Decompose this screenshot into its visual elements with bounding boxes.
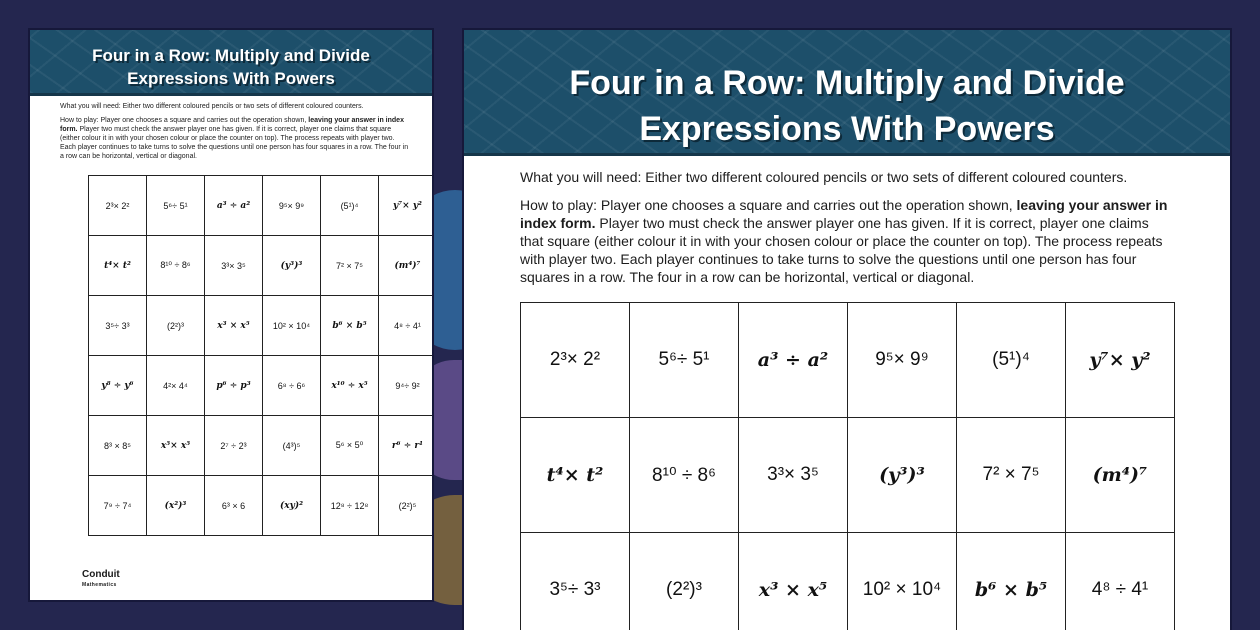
brand-sub: Mathematics [82, 582, 117, 588]
grid-cell[interactable]: r⁶ ÷ r¹ [379, 416, 434, 476]
grid-cell[interactable]: p⁶ ÷ p³ [205, 356, 263, 416]
grid-cell[interactable]: 8³ × 8⁵ [89, 416, 147, 476]
grid-cell[interactable]: (m⁴)⁷ [379, 236, 434, 296]
grid-cell[interactable]: 7⁹ ÷ 7⁴ [89, 476, 147, 536]
grid-cell[interactable]: 4⁸ ÷ 4¹ [1066, 533, 1175, 630]
grid-cell[interactable]: 4²× 4⁴ [147, 356, 205, 416]
grid-cell[interactable]: 5⁶ × 5⁰ [321, 416, 379, 476]
grid-cell[interactable]: (y³)³ [263, 236, 321, 296]
grid-cell[interactable]: x⁵× x⁵ [147, 416, 205, 476]
materials-text: What you will need: Either two different coloured pencils or two sets of different coloured counters. [520, 169, 1128, 185]
how-to-play-text [520, 196, 1174, 286]
how-to-play-bold: leaving your answer in index form. [520, 197, 1168, 231]
grid-cell[interactable]: 3³× 3⁵ [739, 418, 848, 533]
title-line-2: Expressions With Powers [127, 69, 335, 88]
grid-cell[interactable]: (4³)⁵ [263, 416, 321, 476]
title-line-1: Four in a Row: Multiply and Divide [569, 64, 1125, 102]
grid-cell[interactable]: (2²)³ [147, 296, 205, 356]
how-to-play-bold: leaving your answer in index form. [60, 117, 404, 133]
grid-cell[interactable]: 2³× 2² [521, 303, 630, 418]
grid-cell[interactable]: 3⁵÷ 3³ [89, 296, 147, 356]
grid-cell[interactable]: a³ ÷ a² [205, 176, 263, 236]
grid-cell[interactable]: 9⁵× 9⁹ [848, 303, 957, 418]
materials-text: What you will need: Either two different coloured pencils or two sets of different coloured counters. [60, 103, 364, 110]
grid-cell[interactable]: 10² × 10⁴ [263, 296, 321, 356]
grid-cell[interactable]: t⁴× t² [89, 236, 147, 296]
grid-cell[interactable]: a³ ÷ a² [739, 303, 848, 418]
grid-cell[interactable]: 5⁶÷ 5¹ [147, 176, 205, 236]
grid-cell[interactable]: 2³× 2² [89, 176, 147, 236]
how-to-play-intro: How to play: Player one chooses a square and carries out the operation shown, [60, 117, 309, 124]
title-line-2: Expressions With Powers [639, 110, 1055, 148]
grid-cell[interactable]: x¹⁰ ÷ x⁵ [321, 356, 379, 416]
grid-cell[interactable]: 3⁵÷ 3³ [521, 533, 630, 630]
worksheet-header [30, 30, 432, 96]
instructions [30, 96, 432, 161]
grid-cell[interactable]: (2²)³ [630, 533, 739, 630]
grid-cell[interactable]: 10² × 10⁴ [848, 533, 957, 630]
brand-name: Conduit [82, 569, 120, 580]
grid-cell[interactable]: 12⁸ ÷ 12⁸ [321, 476, 379, 536]
grid-cell[interactable]: (2²)⁵ [379, 476, 434, 536]
grid-cell[interactable]: y⁷× y² [1066, 303, 1175, 418]
instructions [464, 156, 1230, 286]
grid-cell[interactable]: 3³× 3⁵ [205, 236, 263, 296]
grid-cell[interactable]: x³ × x⁵ [739, 533, 848, 630]
grid-cell[interactable]: 7² × 7⁵ [957, 418, 1066, 533]
grid-cell[interactable]: b⁶ × b⁵ [957, 533, 1066, 630]
grid-cell[interactable]: (m⁴)⁷ [1066, 418, 1175, 533]
game-grid [520, 302, 1175, 630]
grid-cell[interactable]: 6⁸ ÷ 6⁶ [263, 356, 321, 416]
grid-cell[interactable]: b⁶ × b⁵ [321, 296, 379, 356]
grid-cell[interactable]: 7² × 7⁵ [321, 236, 379, 296]
how-to-play-rest: Player two must check the answer player one has given. If it is correct, player one claims that square (either colour it in with your chosen colour or place the counter on top). The process repeats with player two. Each player continues to take turns to solve the questions until one person has four squares in a row. The four in a row can be horizontal, vertical or diagonal. [60, 126, 409, 160]
grid-cell[interactable]: 6³ × 6 [205, 476, 263, 536]
grid-cell[interactable]: 4⁸ ÷ 4¹ [379, 296, 434, 356]
how-to-play-text [60, 116, 410, 161]
grid-cell[interactable]: 5⁶÷ 5¹ [630, 303, 739, 418]
worksheet-header [464, 30, 1230, 156]
grid-cell[interactable]: 2⁷ ÷ 2³ [205, 416, 263, 476]
grid-cell[interactable]: (5¹)⁴ [957, 303, 1066, 418]
grid-cell[interactable]: t⁴× t² [521, 418, 630, 533]
grid-cell[interactable]: 8¹⁰ ÷ 8⁶ [147, 236, 205, 296]
game-grid [88, 175, 434, 536]
grid-cell[interactable]: y⁸ ÷ y⁶ [89, 356, 147, 416]
grid-cell[interactable]: (5¹)⁴ [321, 176, 379, 236]
grid-cell[interactable]: x³ × x⁵ [205, 296, 263, 356]
grid-cell[interactable]: 8¹⁰ ÷ 8⁶ [630, 418, 739, 533]
how-to-play-rest: Player two must check the answer player one has given. If it is correct, player one claims that square (either colour it in with your chosen colour or place the counter on top). The process repeats with player two. Each player continues to take turns to solve the questions until one person has four squares in a row. The four in a row can be horizontal, vertical or diagonal. [520, 215, 1163, 285]
brand-logo [82, 570, 120, 590]
grid-cell[interactable]: (x²)³ [147, 476, 205, 536]
how-to-play-intro: How to play: Player one chooses a square and carries out the operation shown, [520, 197, 1017, 213]
grid-cell[interactable]: y⁷× y² [379, 176, 434, 236]
grid-cell[interactable]: (xy)² [263, 476, 321, 536]
grid-cell[interactable]: 9⁵× 9⁹ [263, 176, 321, 236]
grid-cell[interactable]: (y³)³ [848, 418, 957, 533]
worksheet-preview-large[interactable] [462, 28, 1232, 630]
worksheet-preview-small[interactable] [28, 28, 434, 602]
grid-cell[interactable]: 9⁴÷ 9² [379, 356, 434, 416]
title-line-1: Four in a Row: Multiply and Divide [92, 46, 370, 65]
